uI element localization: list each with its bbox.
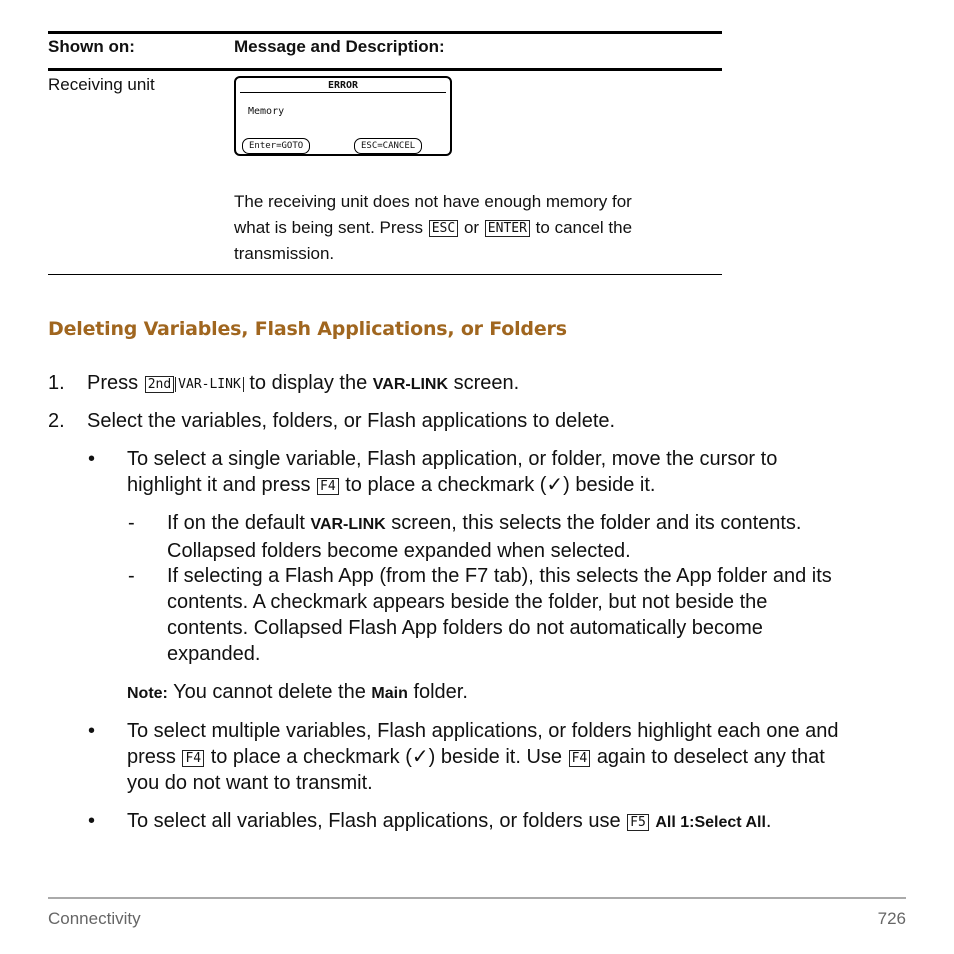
section-heading: Deleting Variables, Flash Applications, or Folders xyxy=(48,318,567,340)
bullet-text: To select all variables, Flash applications, or folders use xyxy=(127,810,621,832)
dash-text: If on the default xyxy=(167,512,305,534)
step-number: 1. xyxy=(48,372,65,394)
bullet-line: To select a single variable, Flash application, or folder, move the cursor to xyxy=(127,448,778,470)
bullet-text: again to deselect any that xyxy=(596,746,825,768)
desc-line: The receiving unit does not have enough memory for xyxy=(234,192,632,211)
step-number: 2. xyxy=(48,410,65,432)
footer-rule xyxy=(48,897,906,899)
bullet: • xyxy=(88,810,96,832)
bullet-text: press xyxy=(127,746,176,768)
bullet: • xyxy=(88,448,96,470)
bullet-text: to place a checkmark (✓) beside it. xyxy=(345,474,656,496)
bullet-line: To select multiple variables, Flash applications, or folders highlight each one and xyxy=(127,720,839,742)
note xyxy=(127,679,468,707)
table-header-rule xyxy=(48,68,722,71)
error-title: ERROR xyxy=(327,80,359,91)
dash-line: Collapsed folders become expanded when selected. xyxy=(167,540,631,562)
cancel-button: ESC=CANCEL xyxy=(354,138,422,154)
col-header-shown-on: Shown on: xyxy=(48,37,135,56)
table-bottom-rule xyxy=(48,274,722,275)
var-link-label: VAR-LINK xyxy=(372,376,449,393)
f4-key: F4 xyxy=(182,750,204,767)
footer-section-title: Connectivity xyxy=(48,909,141,928)
calculator-error-screen xyxy=(234,76,452,156)
dash-text: screen, this selects the folder and its contents. xyxy=(391,512,802,534)
step-text: screen. xyxy=(453,372,520,394)
shown-on-cell: Receiving unit xyxy=(48,75,155,94)
f4-key: F4 xyxy=(317,478,339,495)
dash-line xyxy=(167,510,927,538)
dash-line: If selecting a Flash App (from the F7 tab), this selects the App folder and its xyxy=(167,565,832,587)
bullet-line xyxy=(127,744,927,770)
esc-key: ESC xyxy=(429,220,458,237)
2nd-key: 2nd xyxy=(145,376,174,393)
desc-line xyxy=(234,215,722,241)
step-2: Select the variables, folders, or Flash applications to delete. xyxy=(87,410,616,432)
dash-line: expanded. xyxy=(167,643,261,665)
dash-line: contents. Collapsed Flash App folders do not automatically become xyxy=(167,617,763,639)
title-divider xyxy=(240,92,446,93)
var-link-key: VAR-LINK xyxy=(175,377,244,392)
dash-item-1 xyxy=(167,510,927,564)
bullet: • xyxy=(88,720,96,742)
page-number: 726 xyxy=(877,909,906,928)
bullet-text: highlight it and press xyxy=(127,474,311,496)
bullet-text: . xyxy=(765,810,772,832)
error-message: Memory xyxy=(248,106,285,117)
step-text: Press xyxy=(87,372,139,394)
table-top-rule xyxy=(48,31,722,34)
step-1 xyxy=(87,370,519,398)
var-link-label: VAR-LINK xyxy=(310,516,386,533)
dash-item-2 xyxy=(167,563,927,667)
dash: - xyxy=(128,565,135,587)
bullet-1 xyxy=(127,446,927,498)
bullet-2 xyxy=(127,718,927,796)
bullet-3 xyxy=(127,808,927,836)
main-folder-label: Main xyxy=(371,685,408,702)
bullet-line: you do not want to transmit. xyxy=(127,772,373,794)
bullet-line xyxy=(127,472,927,498)
desc-text: or xyxy=(463,218,480,237)
f5-key: F5 xyxy=(627,814,649,831)
enter-key: ENTER xyxy=(485,220,530,237)
bullet-text: to place a checkmark (✓) beside it. Use xyxy=(210,746,563,768)
step-text: to display the xyxy=(249,372,368,394)
description-text xyxy=(234,189,722,267)
desc-text: to cancel the xyxy=(535,218,633,237)
dash: - xyxy=(128,512,135,534)
note-text: folder. xyxy=(413,681,468,703)
desc-text: what is being sent. Press xyxy=(234,218,423,237)
col-header-message: Message and Description: xyxy=(234,37,445,56)
dash-line: contents. A checkmark appears beside the folder, but not beside the xyxy=(167,591,768,613)
note-label: Note: xyxy=(127,685,168,702)
f4-key: F4 xyxy=(569,750,591,767)
goto-button: Enter=GOTO xyxy=(242,138,310,154)
select-all-label: All 1:Select All xyxy=(655,814,766,831)
note-text: You cannot delete the xyxy=(173,681,366,703)
desc-line: transmission. xyxy=(234,244,335,263)
